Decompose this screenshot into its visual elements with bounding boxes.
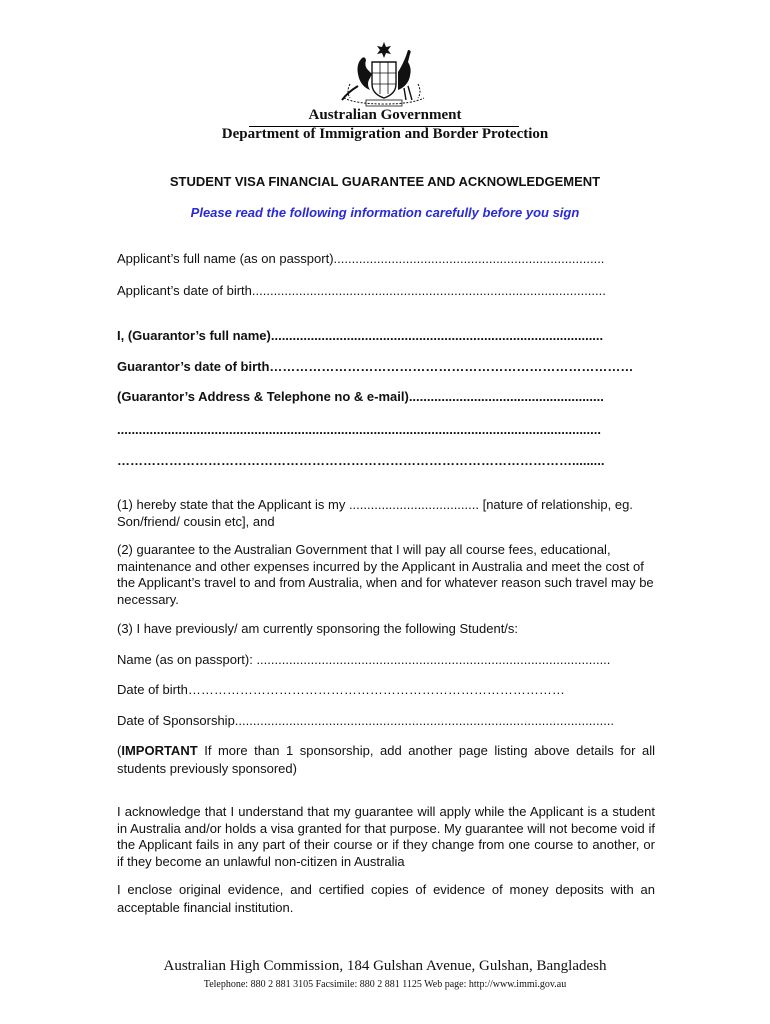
contact-details: Telephone: 880 2 881 3105 Facsimile: 880 2 881 1125 Web page: http://www.immi.gov.au <box>203 979 567 990</box>
sponsorship-date-field[interactable]: Date of Sponsorship......................................................................................................... <box>117 713 615 728</box>
student-dob-field[interactable]: Date of birth…………………………………………………………………………… <box>117 682 565 697</box>
guarantor-address-line-2[interactable]: ...................................................................................................................................... <box>117 422 601 437</box>
statement-relationship: (1) hereby state that the Applicant is my .................................... [nature of relationship, eg. Son/friend/ cousin etc], and <box>117 497 633 529</box>
enclosure-paragraph: I enclose original evidence, and certified copies of evidence of money deposits with an acceptable financial institution. <box>117 882 655 915</box>
statement-guarantee: (2) guarantee to the Australian Government that I will pay all course fees, educational, maintenance and other expenses incurred by the Applicant in Australia and meet the cost of the Applicant’s travel to and from Australia, when and for whatever reason such travel may be necessary. <box>117 542 654 607</box>
important-note: (IMPORTANT If more than 1 sponsorship, add another page listing above details for all students previously sponsored) <box>117 743 655 776</box>
applicant-name-field[interactable]: Applicant’s full name (as on passport)........................................................................... <box>117 251 605 266</box>
guarantor-dob-field[interactable]: Guarantor’s date of birth………………………………………………………………………… <box>117 359 634 374</box>
statement-sponsoring: (3) I have previously/ am currently sponsoring the following Student/s: <box>117 621 519 636</box>
student-name-field[interactable]: Name (as on passport): .................................................................................................. <box>117 652 611 667</box>
government-name: Australian Government <box>308 107 462 123</box>
form-title: STUDENT VISA FINANCIAL GUARANTEE AND ACKNOWLEDGEMENT <box>169 174 601 189</box>
read-carefully-notice: Please read the following information carefully before you sign <box>190 205 580 220</box>
coat-of-arms-icon <box>336 40 432 108</box>
guarantor-address-field[interactable]: (Guarantor’s Address & Telephone no & e-mail)...................................................... <box>117 389 604 404</box>
applicant-dob-field[interactable]: Applicant’s date of birth.................................................................................................. <box>117 283 606 298</box>
acknowledgement-paragraph: I acknowledge that I understand that my guarantee will apply while the Applicant is a student in Australia and/or holds a visa granted for that purpose. My guarantee will not become void if the Applicant fails in any part of their course or if they change from one course to another, or if they become an unlawful non-citizen in Australia <box>117 804 655 869</box>
important-label: IMPORTANT <box>121 743 198 758</box>
guarantor-address-line-3[interactable]: ……………………………………………………………………………………………......... <box>117 453 605 468</box>
guarantor-name-field[interactable]: I, (Guarantor’s full name)............................................................................................ <box>117 328 604 343</box>
department-name: Department of Immigration and Border Protection <box>221 126 549 142</box>
commission-address: Australian High Commission, 184 Gulshan Avenue, Gulshan, Bangladesh <box>163 958 607 974</box>
